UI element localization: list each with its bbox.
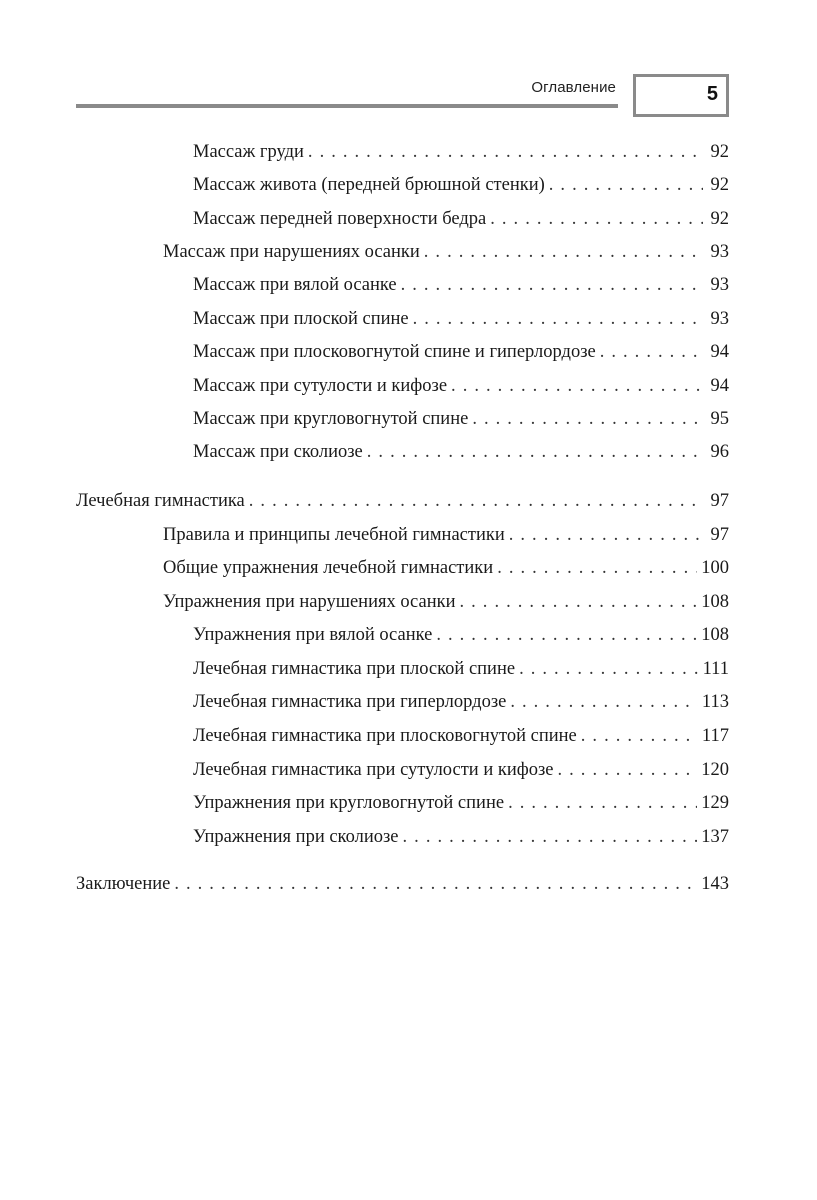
toc-entry-title: Заключение: [76, 874, 171, 894]
toc-entry-page: 95: [710, 409, 729, 429]
toc-entry[interactable]: [193, 620, 729, 650]
toc-entry[interactable]: [193, 654, 729, 684]
toc-entry-title: Упражнения при вялой осанке: [193, 625, 433, 645]
page-number-box: [633, 74, 729, 117]
toc-entry[interactable]: [193, 437, 729, 467]
toc-leader-dots: [451, 371, 703, 401]
toc-leader-dots: [581, 721, 698, 751]
toc-entry-title: Массаж груди: [193, 142, 304, 162]
toc-leader-dots: [174, 869, 697, 899]
toc-entry-page: 97: [710, 491, 729, 511]
toc-entry-page: 94: [710, 376, 729, 396]
toc-entry-title: Массаж при сутулости и кифозе: [193, 376, 448, 396]
toc-entry-title: Лечебная гимнастика: [76, 491, 245, 511]
toc-entry-page: 97: [710, 525, 729, 545]
toc-entry[interactable]: [193, 270, 729, 300]
toc-entry-page: 92: [710, 142, 729, 162]
toc-entry-title: Массаж живота (передней брюшной стенки): [193, 175, 545, 195]
toc-entry-page: 96: [710, 442, 729, 462]
toc-leader-dots: [510, 687, 698, 717]
toc-entry-page: 120: [701, 760, 729, 780]
toc-leader-dots: [401, 270, 703, 300]
toc-entry-page: 100: [701, 558, 729, 578]
toc-entry[interactable]: [163, 520, 729, 550]
toc-entry[interactable]: [76, 486, 729, 516]
toc-entry-title: Массаж при нарушениях осанки: [163, 242, 420, 262]
toc-entry[interactable]: [163, 237, 729, 267]
toc-entry-page: 117: [701, 726, 729, 746]
toc-entry-page: 129: [701, 793, 729, 813]
toc-leader-dots: [424, 237, 703, 267]
toc-entry-title: Массаж при кругловогнутой спине: [193, 409, 469, 429]
toc-leader-dots: [558, 755, 698, 785]
toc-entry-title: Массаж при сколиозе: [193, 442, 363, 462]
toc-entry[interactable]: [193, 371, 729, 401]
toc-leader-dots: [472, 404, 703, 434]
toc-entry-title: Правила и принципы лечебной гимнастики: [163, 525, 505, 545]
toc-leader-dots: [600, 337, 703, 367]
toc-entry[interactable]: [76, 869, 729, 899]
toc-entry-page: 137: [701, 827, 729, 847]
toc-entry-title: Упражнения при кругловогнутой спине: [193, 793, 505, 813]
toc-entry-title: Лечебная гимнастика при сутулости и кифозе: [193, 760, 554, 780]
toc-entry[interactable]: [163, 553, 729, 583]
toc-entry-title: Массаж при плоской спине: [193, 309, 409, 329]
toc-leader-dots: [460, 587, 698, 617]
toc-entry-page: 113: [701, 692, 729, 712]
header-rule: [76, 104, 618, 108]
toc-entry[interactable]: [193, 204, 729, 234]
toc-entry-page: 93: [710, 242, 729, 262]
toc-entry-title: Лечебная гимнастика при плосковогнутой спине: [193, 726, 577, 746]
page-number: 5: [706, 83, 718, 105]
toc-entry-page: 108: [701, 592, 729, 612]
toc-entry[interactable]: [193, 721, 729, 751]
toc-entry-page: 92: [710, 175, 729, 195]
toc-leader-dots: [413, 304, 703, 334]
toc-entry[interactable]: [193, 337, 729, 367]
toc-entry[interactable]: [193, 687, 729, 717]
toc-leader-dots: [549, 170, 703, 200]
toc-entry-page: 143: [701, 874, 729, 894]
toc-leader-dots: [249, 486, 703, 516]
toc-entry-title: Массаж передней поверхности бедра: [193, 209, 487, 229]
toc-leader-dots: [490, 204, 703, 234]
toc-leader-dots: [436, 620, 697, 650]
toc-entry[interactable]: [193, 304, 729, 334]
toc-entry-page: 94: [710, 342, 729, 362]
toc-leader-dots: [367, 437, 703, 467]
toc-entry-title: Лечебная гимнастика при гиперлордозе: [193, 692, 507, 712]
running-title: Оглавление: [531, 79, 616, 96]
toc-entry-title: Лечебная гимнастика при плоской спине: [193, 659, 516, 679]
toc-entry[interactable]: [193, 170, 729, 200]
toc-leader-dots: [403, 822, 698, 852]
toc-leader-dots: [509, 520, 703, 550]
toc-entry[interactable]: [193, 404, 729, 434]
toc-entry-page: 108: [701, 625, 729, 645]
toc-entry-page: 93: [710, 275, 729, 295]
toc-entry-page: 92: [710, 209, 729, 229]
toc-entry[interactable]: [193, 822, 729, 852]
toc-leader-dots: [308, 137, 703, 167]
toc-entry-page: 93: [710, 309, 729, 329]
toc-leader-dots: [508, 788, 697, 818]
toc-entry-title: Массаж при вялой осанке: [193, 275, 397, 295]
toc-entry[interactable]: [193, 755, 729, 785]
toc-entry[interactable]: [193, 137, 729, 167]
toc-entry-title: Массаж при плосковогнутой спине и гиперлордозе: [193, 342, 596, 362]
toc-entry-title: Общие упражнения лечебной гимнастики: [163, 558, 494, 578]
toc-leader-dots: [519, 654, 699, 684]
toc-leader-dots: [497, 553, 697, 583]
toc-entry-page: 111: [702, 659, 729, 679]
toc-entry-title: Упражнения при нарушениях осанки: [163, 592, 456, 612]
toc-entry[interactable]: [163, 587, 729, 617]
toc-entry-title: Упражнения при сколиозе: [193, 827, 399, 847]
toc-entry[interactable]: [193, 788, 729, 818]
